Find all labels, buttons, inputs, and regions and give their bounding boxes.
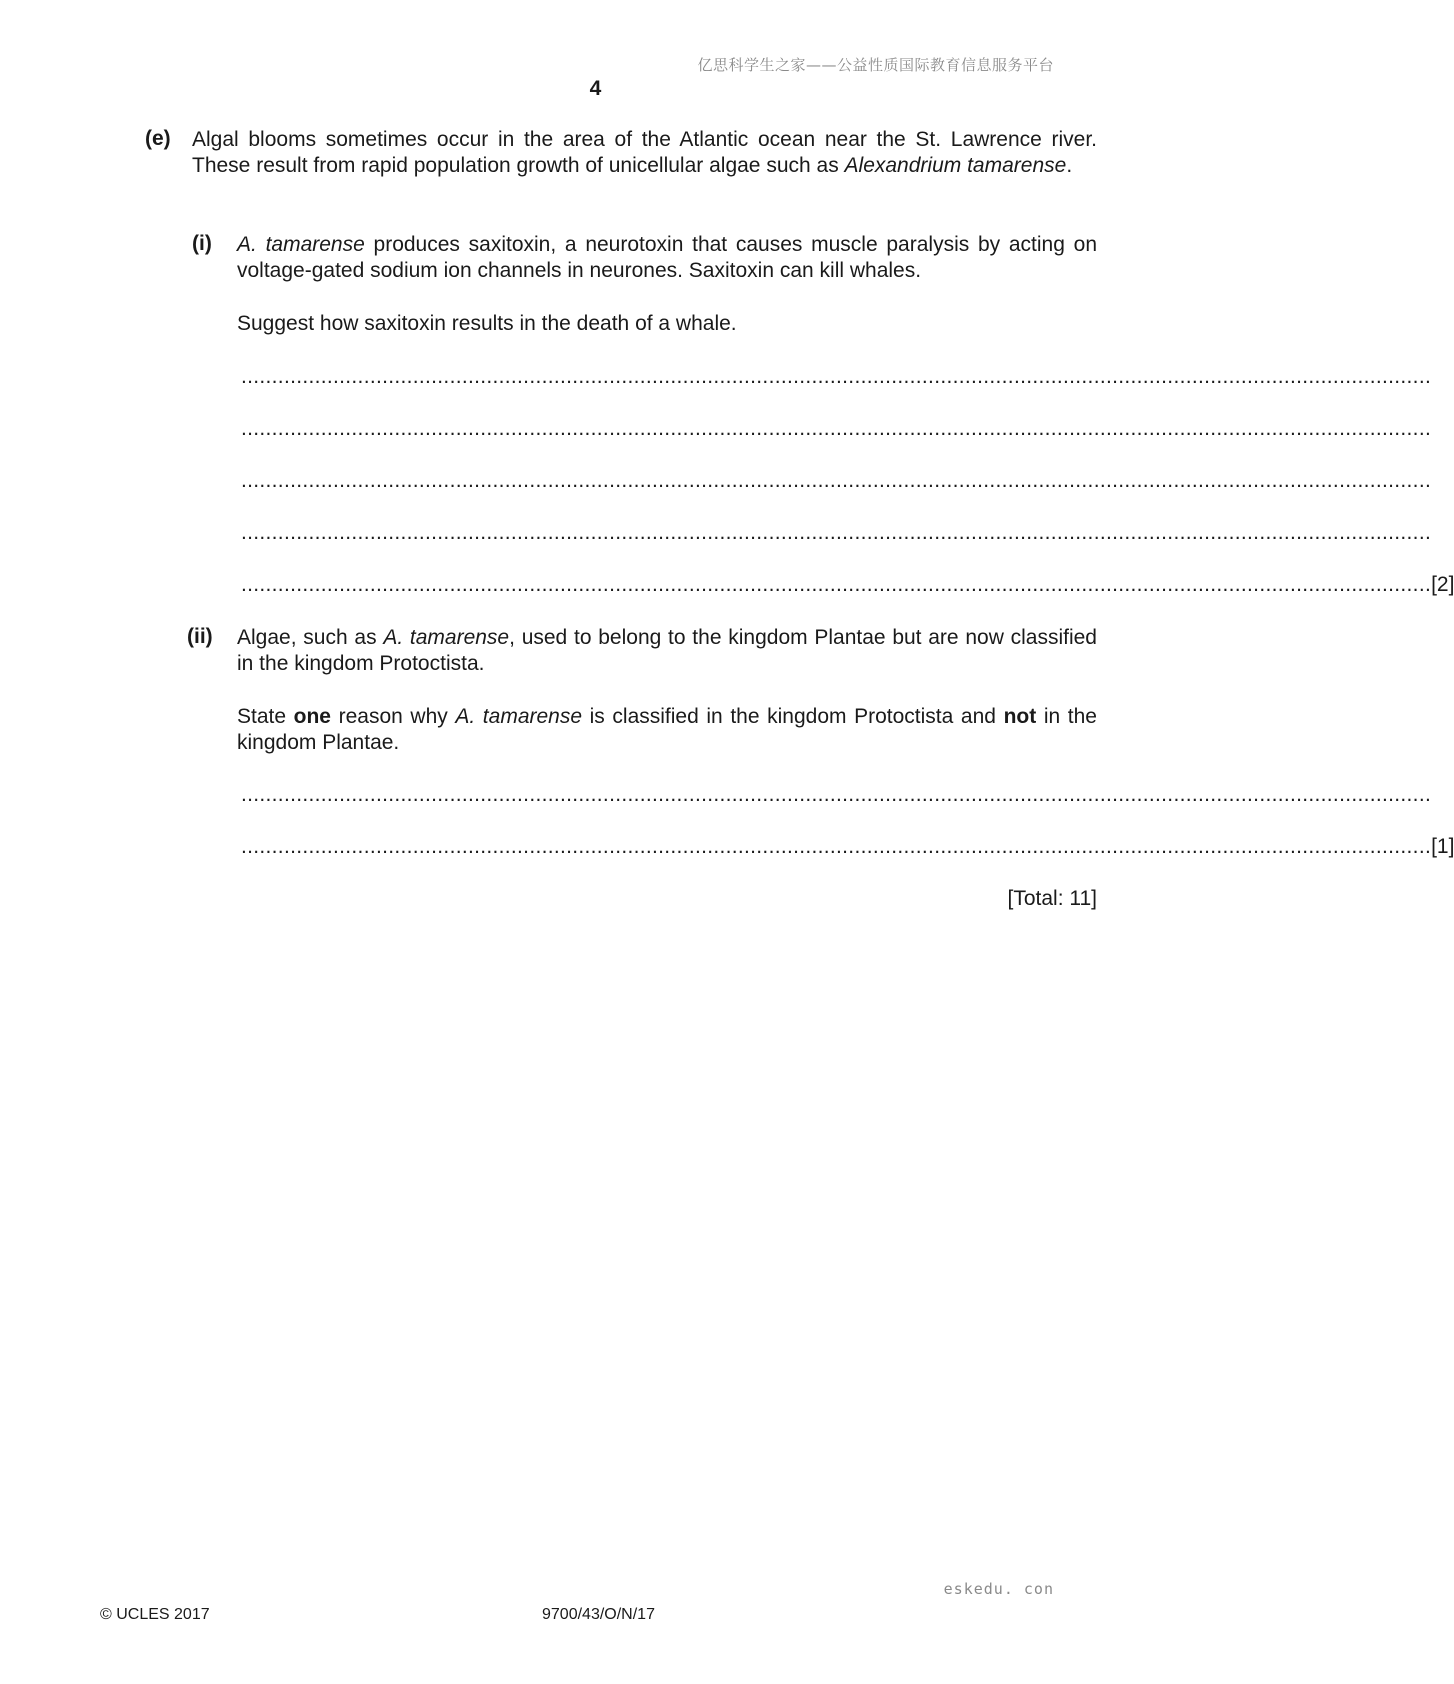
question-e-label: (e) — [145, 127, 171, 150]
header-watermark: 亿思科学生之家——公益性质国际教育信息服务平台 — [697, 56, 1054, 74]
part-ii-stem — [237, 625, 1097, 677]
footer-copyright: © UCLES 2017 — [100, 1606, 210, 1623]
part-i-stem — [237, 232, 1097, 284]
part-i-species: A. tamarense — [237, 233, 365, 256]
question-e-intro — [192, 127, 1097, 179]
part-ii-prompt — [237, 704, 1097, 756]
part-i-answer-line-4[interactable]: .................................................................................................................................................................................................. — [241, 521, 1432, 544]
part-ii-answer-dots[interactable]: .................................................................................................................................................................................................. — [241, 835, 1432, 858]
part-ii-prompt-one: one — [293, 705, 331, 728]
part-ii-answer-line-2[interactable] — [241, 834, 1454, 860]
part-ii-prompt-species: A. tamarense — [455, 705, 583, 728]
part-ii-prompt-not: not — [1003, 705, 1037, 728]
part-ii-stem-text-1: Algae, such as — [237, 626, 384, 649]
part-i-answer-dots[interactable]: .................................................................................................................................................................................................. — [241, 573, 1432, 596]
part-ii-answer-line-1[interactable]: .................................................................................................................................................................................................. — [241, 783, 1432, 806]
part-ii-stem-species: A. tamarense — [383, 626, 510, 649]
part-i-answer-line-5[interactable] — [241, 572, 1454, 598]
footer-paper-code: 9700/43/O/N/17 — [542, 1606, 655, 1623]
part-ii-stem-text-2: , used to belong to the kingdom Plantae but are now classified in the kingdom Protoctista. — [237, 626, 1097, 675]
part-ii-label: (ii) — [187, 625, 213, 648]
part-i-mark: [2] — [1431, 573, 1454, 596]
question-e-intro-end: . — [1066, 154, 1073, 177]
part-i-prompt: Suggest how saxitoxin results in the death of a whale. — [237, 312, 737, 335]
footer-watermark: eskedu. con — [943, 1580, 1054, 1598]
part-ii-prompt-state: State — [237, 705, 294, 728]
page-number: 4 — [589, 77, 602, 100]
part-i-label: (i) — [192, 232, 212, 255]
part-i-answer-line-1[interactable]: .................................................................................................................................................................................................. — [241, 365, 1432, 388]
part-ii-prompt-end: in the kingdom Plantae. — [237, 705, 1097, 754]
part-i-answer-line-2[interactable]: .................................................................................................................................................................................................. — [241, 417, 1432, 440]
question-e-intro-text: Algal blooms sometimes occur in the area of the Atlantic ocean near the St. Lawrence river. These result from rapid population growth of unicellular algae such as — [192, 128, 1097, 177]
part-ii-mark: [1] — [1431, 835, 1454, 858]
part-i-answer-line-3[interactable]: .................................................................................................................................................................................................. — [241, 469, 1432, 492]
part-ii-prompt-mid1: reason why — [330, 705, 456, 728]
question-e-species: Alexandrium tamarense — [844, 154, 1067, 177]
part-i-stem-text: produces saxitoxin, a neurotoxin that causes muscle paralysis by acting on voltage-gated sodium ion channels in neurones. Saxitoxin can kill whales. — [237, 233, 1097, 282]
total-marks: [Total: 11] — [1007, 887, 1097, 910]
part-ii-prompt-mid2: is classified in the kingdom Protoctista and — [582, 705, 1004, 728]
